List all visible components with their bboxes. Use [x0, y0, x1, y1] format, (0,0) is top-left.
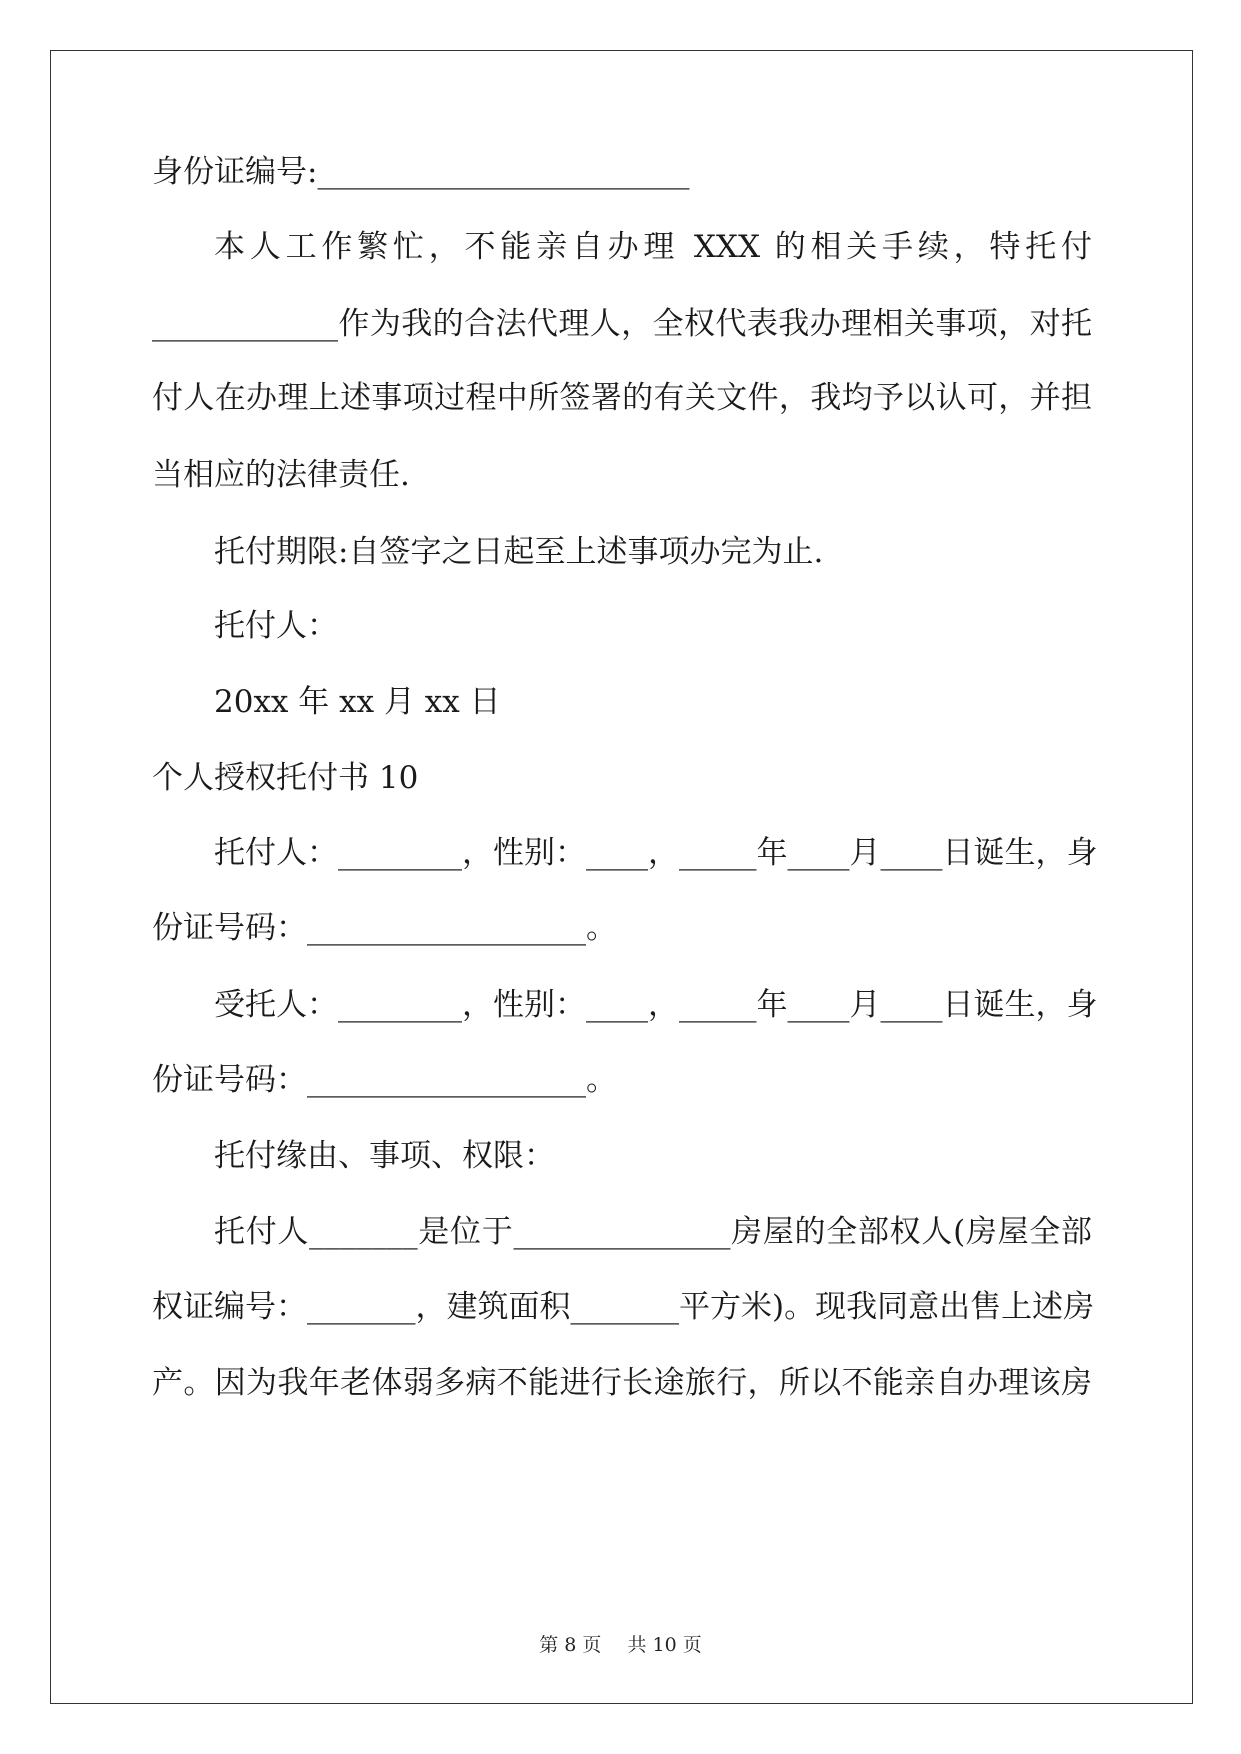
id-number-line: 身份证编号:________________________ [152, 154, 690, 190]
section-heading: 个人授权托付书 10 [152, 760, 419, 796]
entruster-info-line: 托付人：________，性别：____，_____年____月____日诞生，身 [214, 835, 1098, 871]
paragraph-line: 产。因为我年老体弱多病不能进行长途旅行，所以不能亲自办理该房 [152, 1365, 1092, 1401]
trustee-info-line: 受托人：________，性别：____，_____年____月____日诞生，身 [214, 987, 1098, 1023]
page-total: 共 10 页 [627, 1634, 702, 1656]
page-border [50, 50, 1193, 1704]
paragraph-line: ____________作为我的合法代理人，全权代表我办理相关事项，对托 [152, 306, 1092, 342]
paragraph-line: 托付人_______是位于______________房屋的全部权人(房屋全部 [214, 1214, 1092, 1250]
paragraph-line: 付人在办理上述事项过程中所签署的有关文件，我均予以认可，并担 [152, 380, 1092, 416]
page-footer [0, 1630, 1241, 1657]
date-line: 20xx 年 xx 月 xx 日 [214, 684, 501, 720]
trustee-id-line: 份证号码：__________________。 [152, 1062, 617, 1098]
entrust-period-line: 托付期限:自签字之日起至上述事项办完为止. [214, 534, 824, 570]
entruster-id-line: 份证号码：__________________。 [152, 910, 617, 946]
page-number: 第 8 页 [539, 1634, 602, 1656]
paragraph-line: 本人工作繁忙，不能亲自办理 XXX 的相关手续，特托付 [214, 229, 1092, 265]
paragraph-line: 权证编号：_______，建筑面积_______平方米)。现我同意出售上述房 [152, 1289, 1095, 1325]
reason-heading-line: 托付缘由、事项、权限： [214, 1138, 555, 1174]
entruster-signature-line: 托付人： [214, 608, 338, 644]
paragraph-line: 当相应的法律责任. [152, 457, 410, 493]
